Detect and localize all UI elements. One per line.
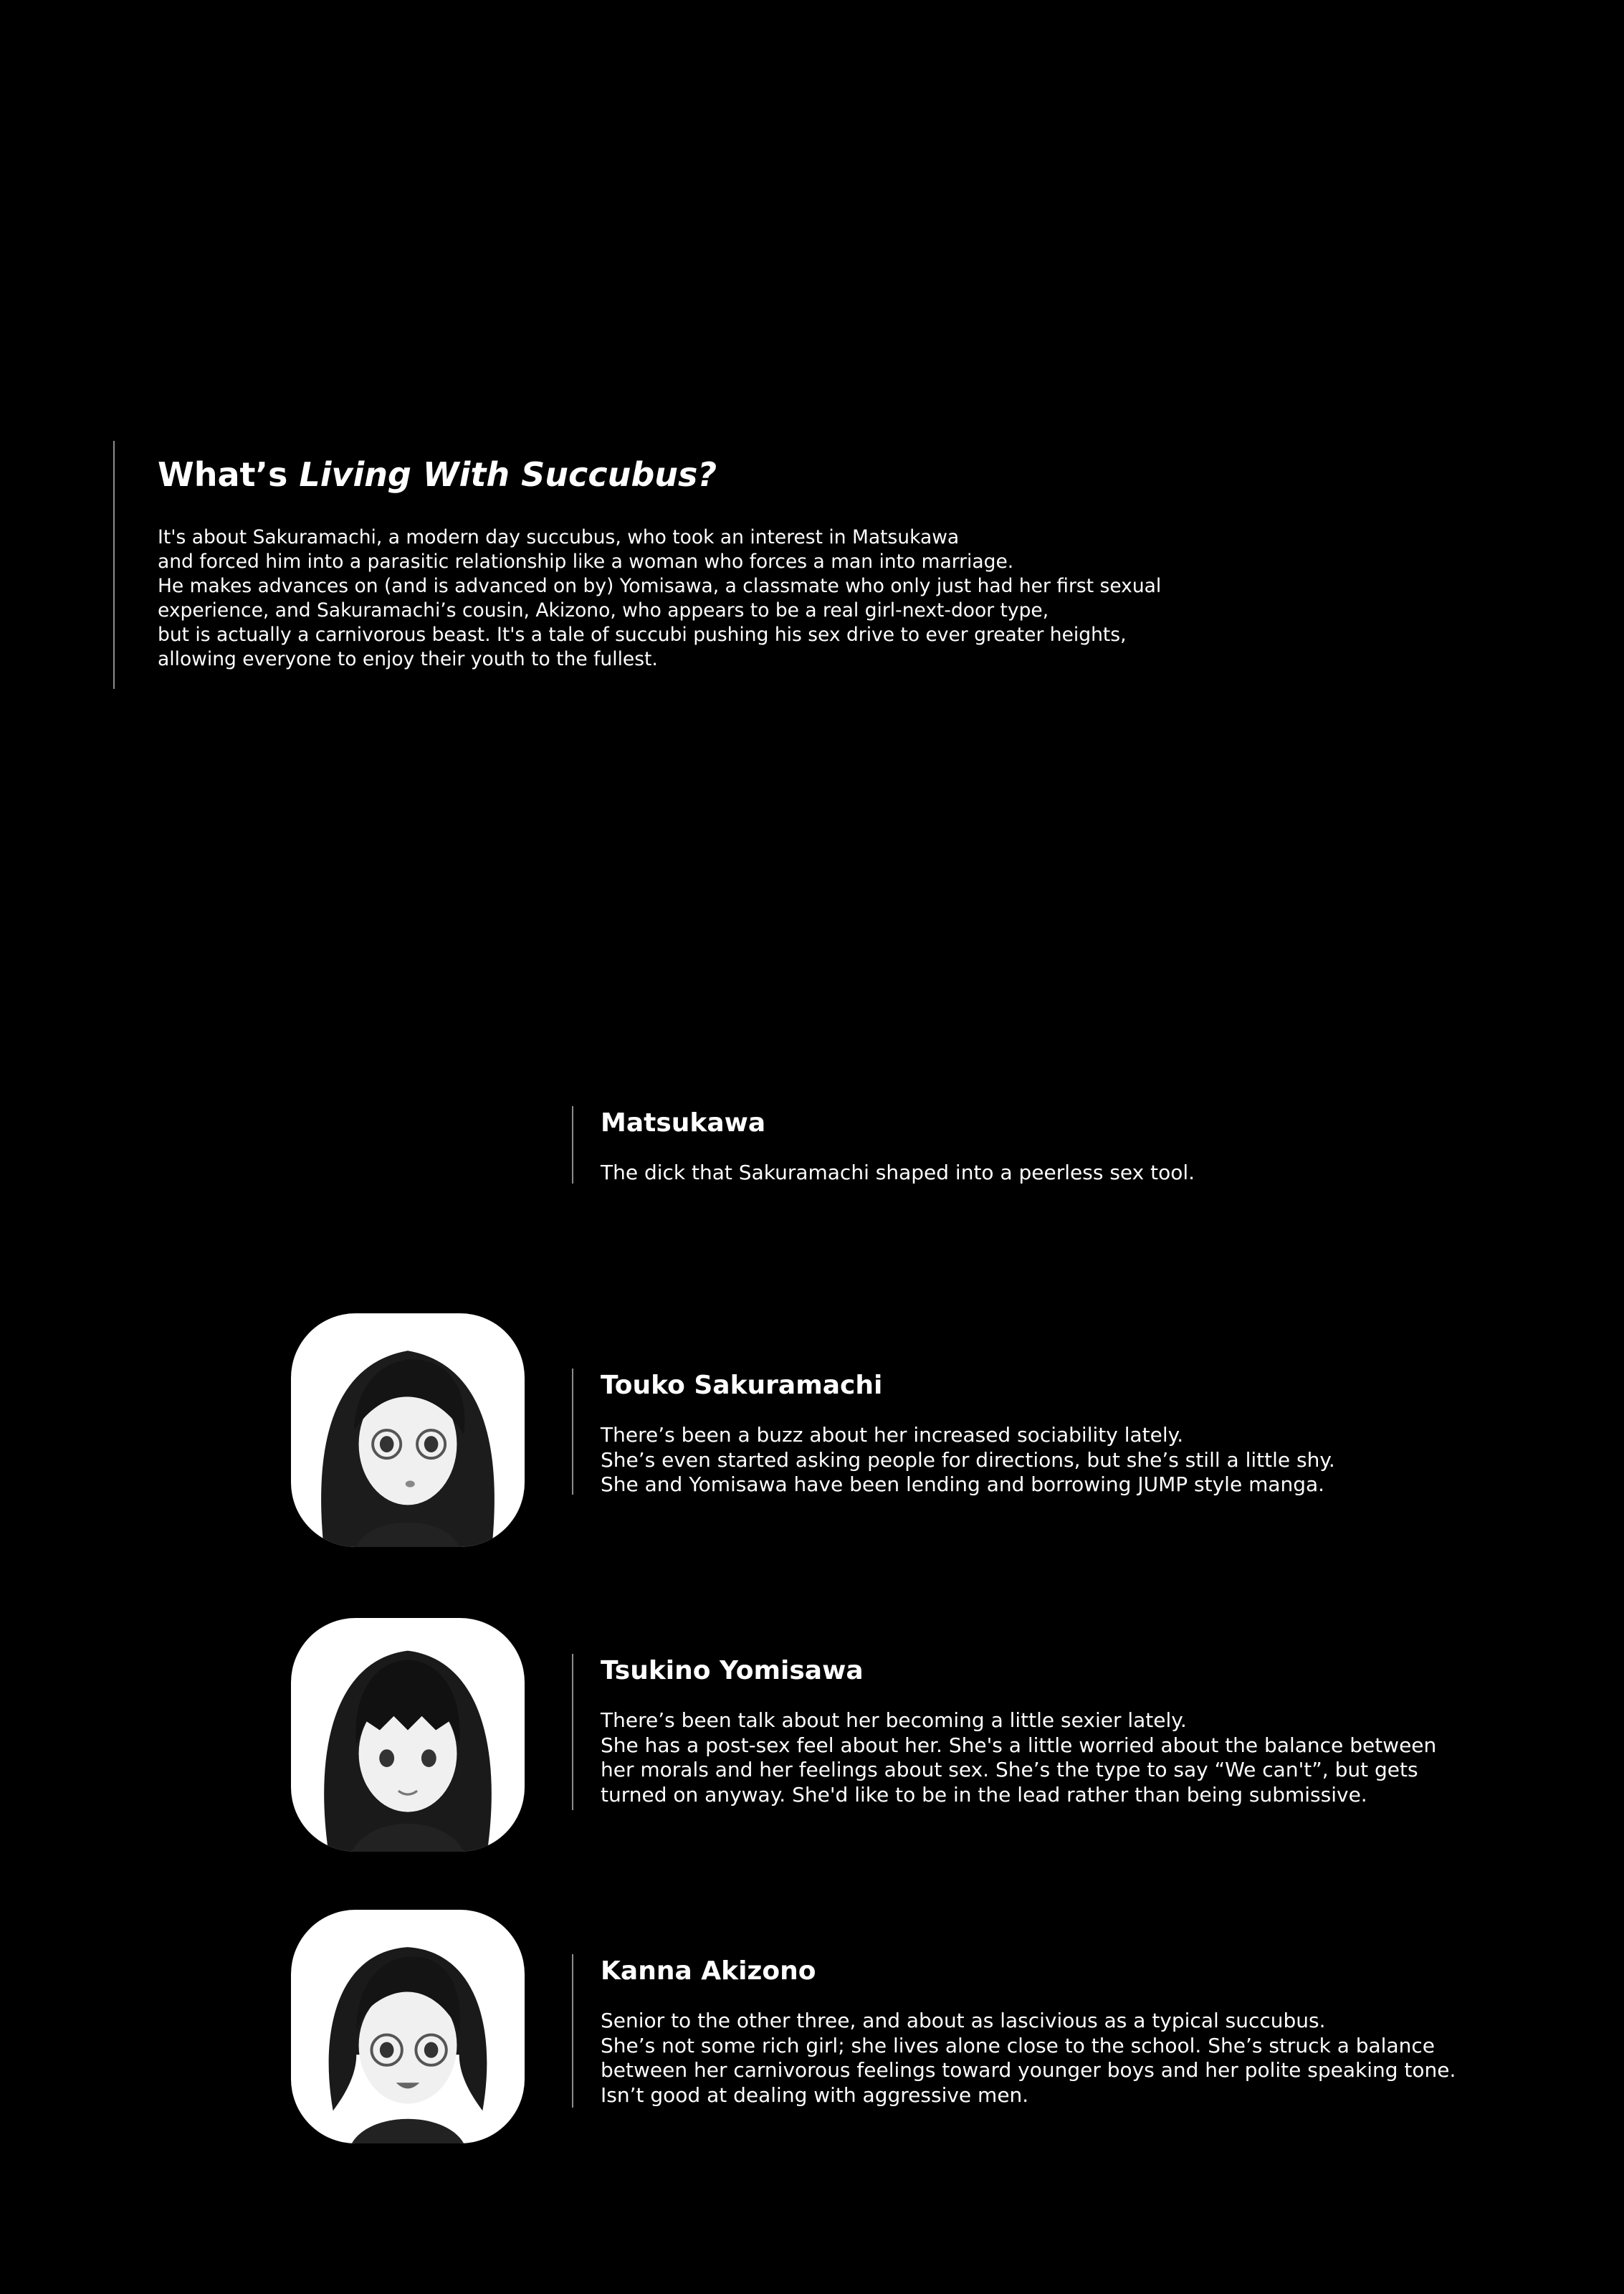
character-line: her morals and her feelings about sex. She’s the type to say “We can't”, but gets — [601, 1758, 1418, 1781]
intro-line: experience, and Sakuramachi’s cousin, Akizono, who appears to be a real girl-next-door type, — [158, 599, 1049, 622]
intro-line: He makes advances on (and is advanced on by) Yomisawa, a classmate who only just had her first sexual — [158, 574, 1162, 597]
intro-line: and forced him into a parasitic relationship like a woman who forces a man into marriage. — [158, 550, 1014, 573]
portrait-illustration — [291, 1618, 525, 1852]
character-line: She and Yomisawa have been lending and borrowing JUMP style manga. — [601, 1472, 1325, 1496]
intro-title-emphasis: Living With Succubus? — [299, 455, 717, 494]
character-line: Isn’t good at dealing with aggressive men. — [601, 2083, 1029, 2107]
character-line: She’s not some rich girl; she lives alone close to the school. She’s struck a balance — [601, 2033, 1435, 2057]
character-line: There’s been talk about her becoming a little sexier lately. — [601, 1708, 1187, 1732]
character-line: There’s been a buzz about her increased sociability lately. — [601, 1423, 1184, 1447]
portrait-tsukino-yomisawa — [291, 1618, 525, 1852]
character-description — [601, 1161, 1195, 1186]
character-line: She’s even started asking people for directions, but she’s still a little shy. — [601, 1447, 1335, 1472]
intro-line: allowing everyone to enjoy their youth to the fullest. — [158, 647, 658, 670]
character-line: The dick that Sakuramachi shaped into a peerless sex tool. — [601, 1161, 1195, 1184]
character-kanna-akizono — [572, 1954, 1456, 2108]
intro-title: What’s Living With Succubus? — [158, 455, 717, 494]
intro-section — [113, 441, 1188, 689]
portrait-illustration — [291, 1313, 525, 1547]
character-description — [601, 1423, 1335, 1498]
character-name: Tsukino Yomisawa — [601, 1656, 864, 1685]
character-touko-sakuramachi — [572, 1369, 1335, 1495]
character-description — [601, 1708, 1436, 1807]
character-tsukino-yomisawa — [572, 1654, 1436, 1810]
character-name: Matsukawa — [601, 1108, 766, 1138]
character-name: Touko Sakuramachi — [601, 1371, 883, 1400]
portrait-touko-sakuramachi — [291, 1313, 525, 1547]
intro-line: It's about Sakuramachi, a modern day succubus, who took an interest in Matsukawa — [158, 525, 960, 548]
portrait-illustration — [291, 1910, 525, 2143]
character-name: Kanna Akizono — [601, 1956, 816, 1986]
intro-body — [158, 525, 1188, 672]
character-description — [601, 2009, 1456, 2108]
character-line: She has a post-sex feel about her. She's a little worried about the balance between — [601, 1733, 1437, 1757]
portrait-kanna-akizono — [291, 1910, 525, 2143]
intro-line: but is actually a carnivorous beast. It's a tale of succubi pushing his sex drive to ever greater heights, — [158, 623, 1127, 646]
character-line: between her carnivorous feelings toward younger boys and her polite speaking tone. — [601, 2058, 1456, 2082]
character-matsukawa — [572, 1106, 1195, 1184]
character-line: Senior to the other three, and about as lascivious as a typical succubus. — [601, 2009, 1326, 2032]
character-line: turned on anyway. She'd like to be in the lead rather than being submissive. — [601, 1782, 1367, 1807]
